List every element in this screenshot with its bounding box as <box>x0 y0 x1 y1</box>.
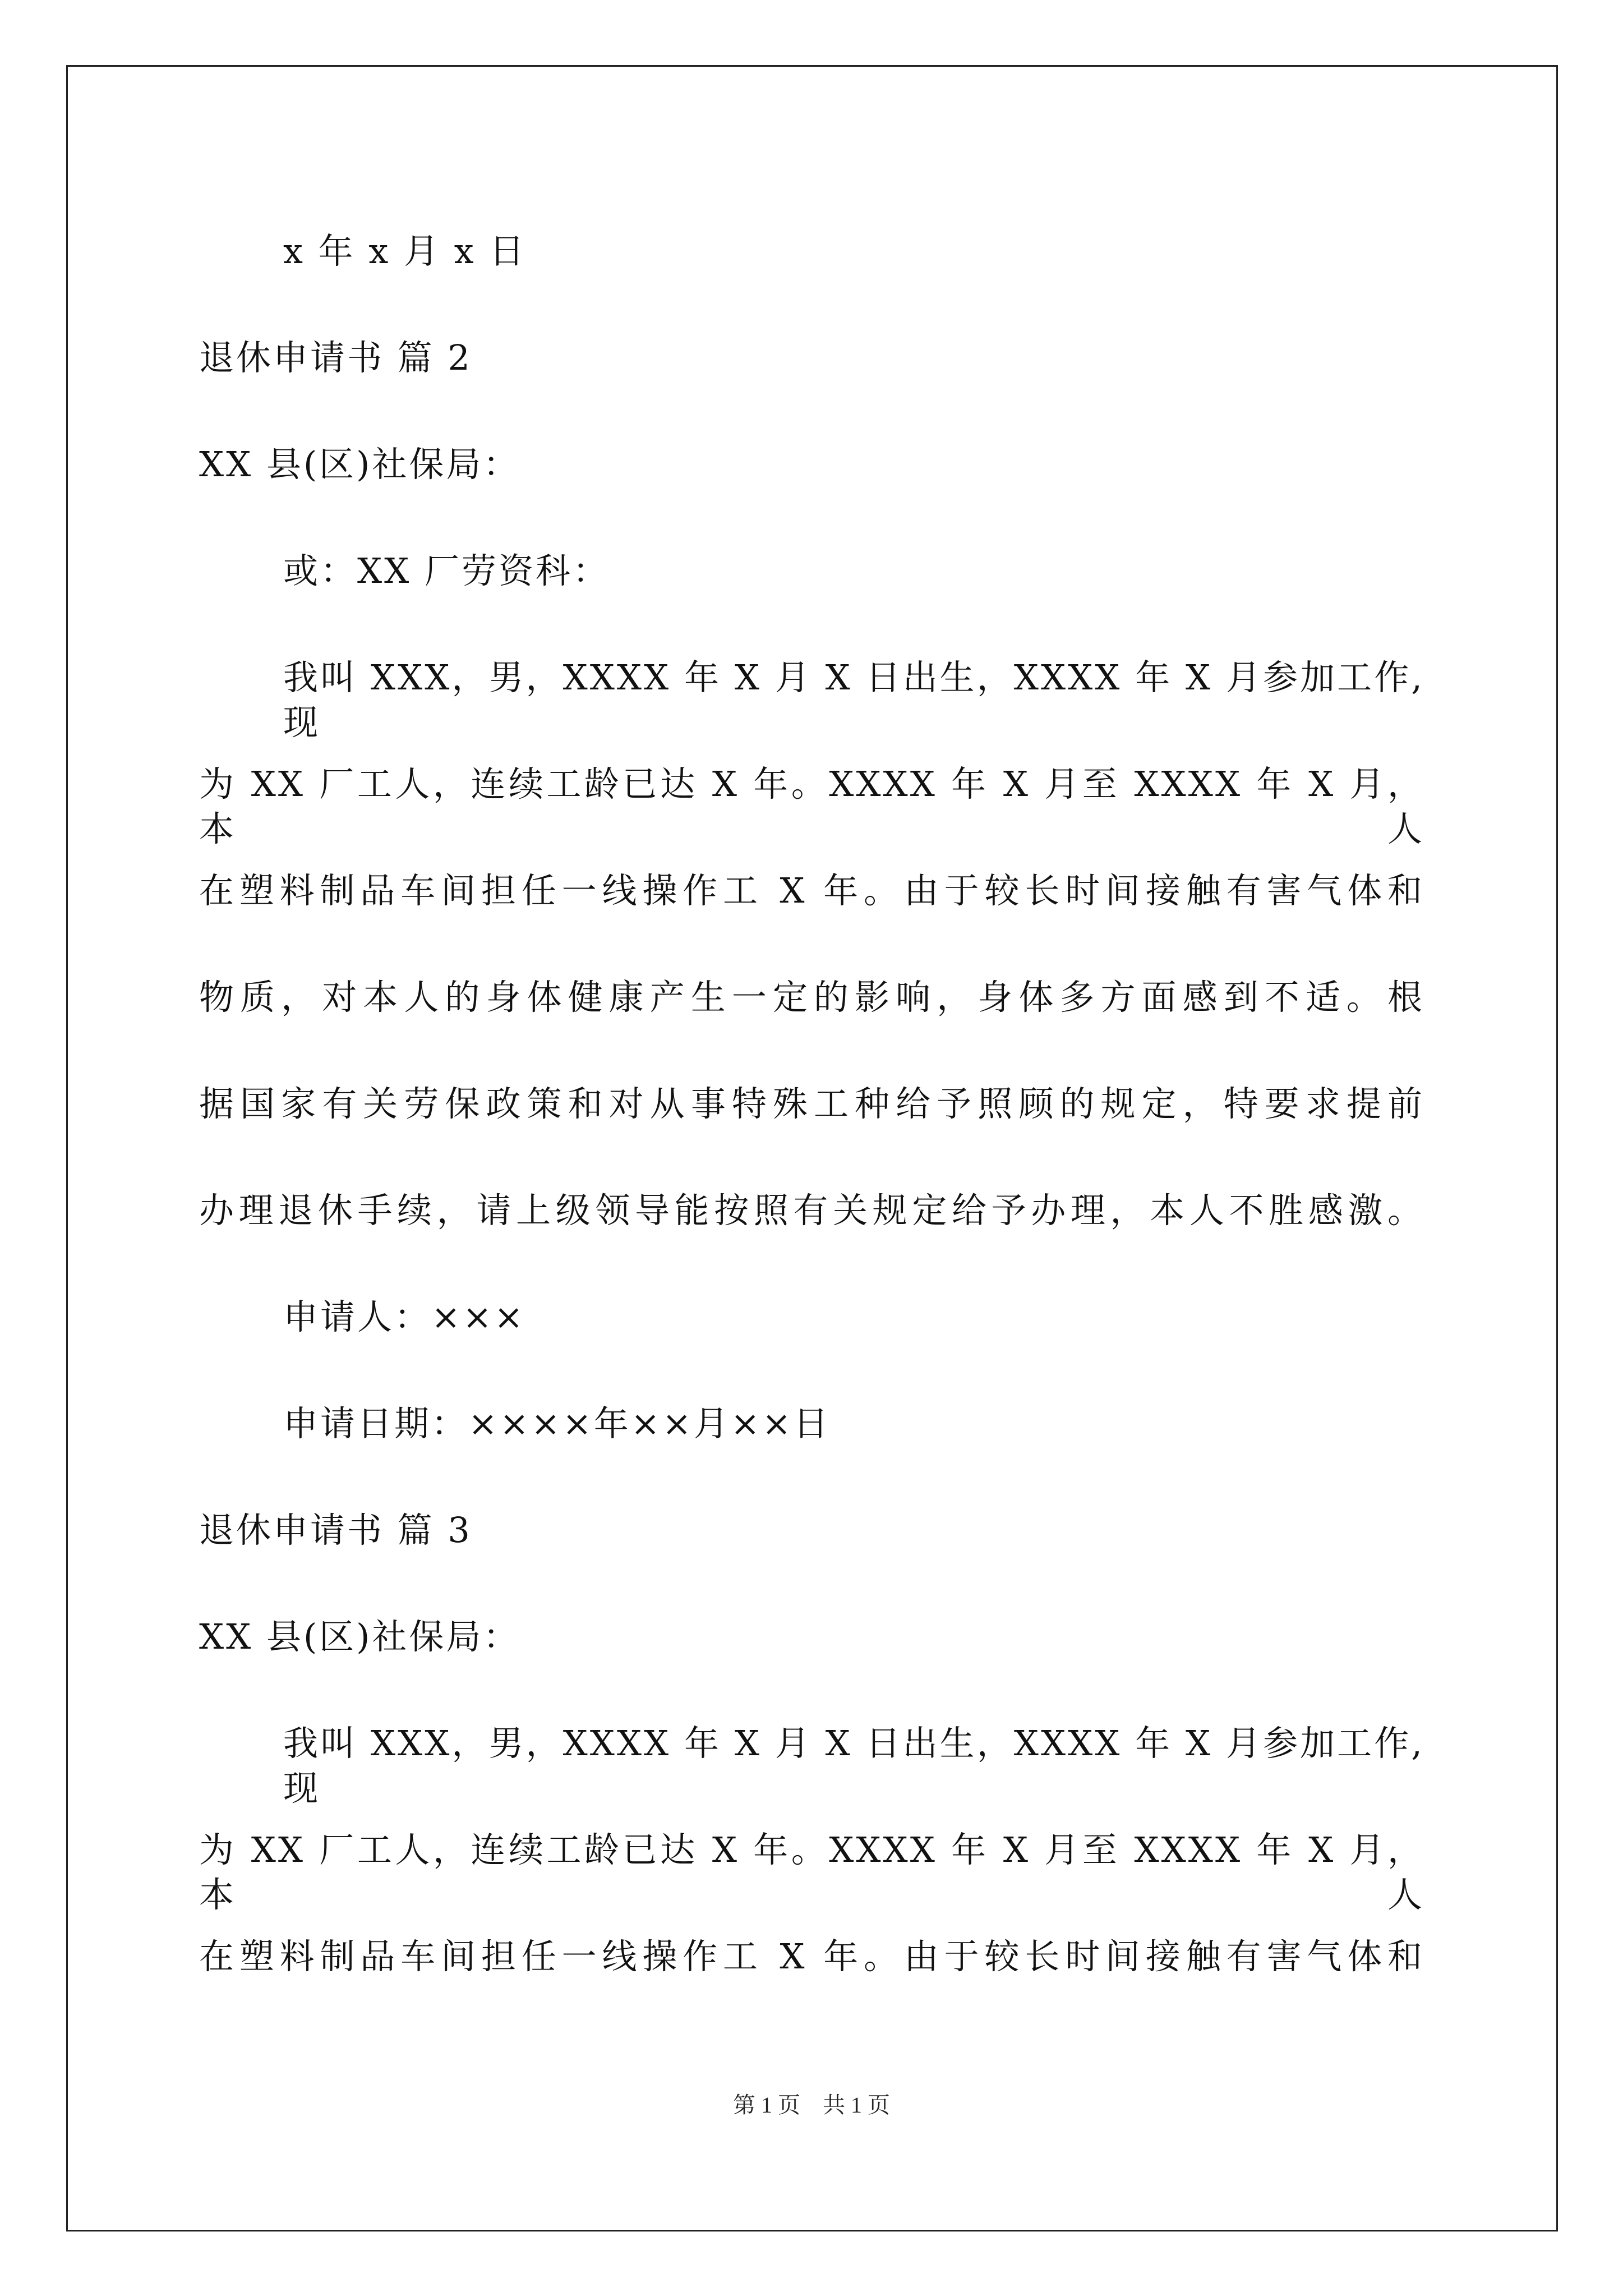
body-line: 在塑料制品车间担任一线操作工 X 年。由于较长时间接触有害气体和 <box>199 870 1424 911</box>
body-line: 据国家有关劳保政策和对从事特殊工种给予照顾的规定，特要求提前 <box>199 1083 1424 1124</box>
section-heading: 退休申请书 篇 2 <box>199 337 472 378</box>
body-line: 物质，对本人的身体健康产生一定的影响，身体多方面感到不适。根 <box>199 977 1424 1018</box>
addressee-line: XX 县(区)社保局： <box>199 1616 520 1657</box>
date-line: x 年 x 月 x 日 <box>283 231 527 272</box>
applicant-line: 申请人：××× <box>283 1296 525 1337</box>
addressee-alt-line: 或：XX 厂劳资科： <box>283 550 610 591</box>
body-line: 我叫 XXX，男，XXXX 年 X 月 X 日出生，XXXX 年 X 月参加工作,现 <box>283 657 1424 743</box>
section-heading: 退休申请书 篇 3 <box>199 1510 472 1550</box>
body-line: 在塑料制品车间担任一线操作工 X 年。由于较长时间接触有害气体和 <box>199 1936 1424 1977</box>
body-line: 办理退休手续，请上级领导能按照有关规定给予办理，本人不胜感激。 <box>199 1190 1424 1231</box>
page-number-footer: 第 1 页 共 1 页 <box>733 2092 890 2118</box>
body-line: 我叫 XXX，男，XXXX 年 X 月 X 日出生，XXXX 年 X 月参加工作,现 <box>283 1723 1424 1809</box>
body-line: 为 XX 厂工人，连续工龄已达 X 年。XXXX 年 X 月至 XXXX 年 X 月，本人 <box>199 763 1424 849</box>
addressee-line: XX 县(区)社保局： <box>199 444 520 485</box>
body-line: 为 XX 厂工人，连续工龄已达 X 年。XXXX 年 X 月至 XXXX 年 X 月，本人 <box>199 1829 1424 1915</box>
application-date-line: 申请日期：××××年××月××日 <box>283 1403 831 1444</box>
